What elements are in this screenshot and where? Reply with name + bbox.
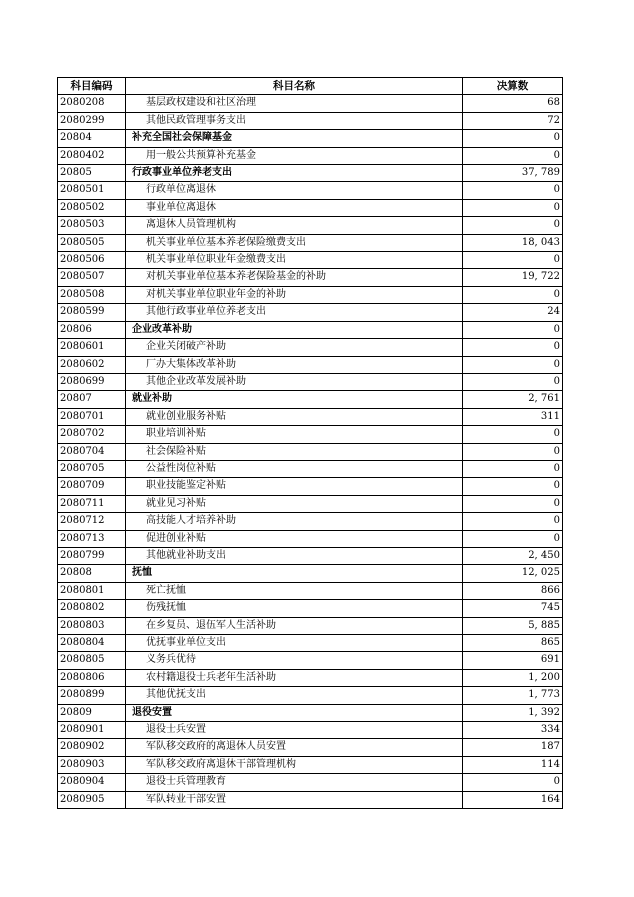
name-cell: 离退休人员管理机构 xyxy=(126,217,463,234)
name-cell: 公益性岗位补贴 xyxy=(126,460,463,477)
table-row xyxy=(58,460,563,477)
name-cell: 对机关事业单位职业年金的补助 xyxy=(126,286,463,303)
table-row xyxy=(58,182,563,199)
table-row xyxy=(58,321,563,338)
table-row xyxy=(58,513,563,530)
name-cell: 职业技能鉴定补贴 xyxy=(126,478,463,495)
amount-cell: 866 xyxy=(463,582,563,599)
code-cell: 2080712 xyxy=(58,513,126,530)
code-cell: 20809 xyxy=(58,704,126,721)
amount-cell: 1, 392 xyxy=(463,704,563,721)
table-row xyxy=(58,408,563,425)
name-cell: 退役安置 xyxy=(126,704,463,721)
code-cell: 2080905 xyxy=(58,791,126,808)
amount-cell: 0 xyxy=(463,182,563,199)
table-row xyxy=(58,304,563,321)
code-cell: 2080699 xyxy=(58,373,126,390)
name-cell: 就业补助 xyxy=(126,391,463,408)
amount-cell: 12, 025 xyxy=(463,565,563,582)
code-cell: 2080803 xyxy=(58,617,126,634)
header-amount: 决算数 xyxy=(463,78,563,95)
table-row xyxy=(58,652,563,669)
amount-cell: 0 xyxy=(463,199,563,216)
amount-cell: 0 xyxy=(463,339,563,356)
name-cell: 社会保险补贴 xyxy=(126,443,463,460)
code-cell: 2080902 xyxy=(58,739,126,756)
name-cell: 企业关闭破产补助 xyxy=(126,339,463,356)
code-cell: 2080713 xyxy=(58,530,126,547)
table-row xyxy=(58,478,563,495)
amount-cell: 0 xyxy=(463,513,563,530)
code-cell: 2080801 xyxy=(58,582,126,599)
name-cell: 行政单位离退休 xyxy=(126,182,463,199)
amount-cell: 1, 200 xyxy=(463,669,563,686)
table-row xyxy=(58,199,563,216)
amount-cell: 0 xyxy=(463,252,563,269)
name-cell: 机关事业单位基本养老保险缴费支出 xyxy=(126,234,463,251)
name-cell: 农村籍退役士兵老年生活补助 xyxy=(126,669,463,686)
amount-cell: 37, 789 xyxy=(463,165,563,182)
table-header xyxy=(58,78,563,95)
code-cell: 20806 xyxy=(58,321,126,338)
name-cell: 退役士兵管理教育 xyxy=(126,774,463,791)
table-row xyxy=(58,165,563,182)
amount-cell: 0 xyxy=(463,460,563,477)
amount-cell: 0 xyxy=(463,373,563,390)
table-row xyxy=(58,252,563,269)
header-code: 科目编码 xyxy=(58,78,126,95)
amount-cell: 2, 450 xyxy=(463,547,563,564)
name-cell: 高技能人才培养补助 xyxy=(126,513,463,530)
code-cell: 20805 xyxy=(58,165,126,182)
code-cell: 2080602 xyxy=(58,356,126,373)
code-cell: 2080506 xyxy=(58,252,126,269)
code-cell: 2080507 xyxy=(58,269,126,286)
table-row xyxy=(58,722,563,739)
table-row xyxy=(58,495,563,512)
amount-cell: 187 xyxy=(463,739,563,756)
amount-cell: 0 xyxy=(463,217,563,234)
amount-cell: 0 xyxy=(463,443,563,460)
amount-cell: 0 xyxy=(463,147,563,164)
table-row xyxy=(58,582,563,599)
table-row xyxy=(58,774,563,791)
name-cell: 其他优抚支出 xyxy=(126,687,463,704)
name-cell: 抚恤 xyxy=(126,565,463,582)
table-row xyxy=(58,356,563,373)
code-cell: 2080599 xyxy=(58,304,126,321)
name-cell: 义务兵优待 xyxy=(126,652,463,669)
table-row xyxy=(58,756,563,773)
table-row xyxy=(58,669,563,686)
table-row xyxy=(58,373,563,390)
table-row xyxy=(58,286,563,303)
code-cell: 2080805 xyxy=(58,652,126,669)
amount-cell: 0 xyxy=(463,321,563,338)
code-cell: 2080208 xyxy=(58,95,126,112)
code-cell: 2080601 xyxy=(58,339,126,356)
name-cell: 其他行政事业单位养老支出 xyxy=(126,304,463,321)
table-row xyxy=(58,112,563,129)
code-cell: 2080503 xyxy=(58,217,126,234)
table-row xyxy=(58,234,563,251)
table-row xyxy=(58,391,563,408)
name-cell: 军队转业干部安置 xyxy=(126,791,463,808)
code-cell: 2080806 xyxy=(58,669,126,686)
table-row xyxy=(58,95,563,112)
name-cell: 其他就业补助支出 xyxy=(126,547,463,564)
table-row xyxy=(58,791,563,808)
name-cell: 促进创业补贴 xyxy=(126,530,463,547)
amount-cell: 114 xyxy=(463,756,563,773)
amount-cell: 0 xyxy=(463,426,563,443)
code-cell: 2080799 xyxy=(58,547,126,564)
amount-cell: 334 xyxy=(463,722,563,739)
name-cell: 在乡复员、退伍军人生活补助 xyxy=(126,617,463,634)
code-cell: 2080705 xyxy=(58,460,126,477)
amount-cell: 72 xyxy=(463,112,563,129)
table-row xyxy=(58,426,563,443)
amount-cell: 0 xyxy=(463,530,563,547)
name-cell: 补充全国社会保障基金 xyxy=(126,130,463,147)
table-row xyxy=(58,600,563,617)
amount-cell: 0 xyxy=(463,774,563,791)
name-cell: 事业单位离退休 xyxy=(126,199,463,216)
amount-cell: 0 xyxy=(463,495,563,512)
code-cell: 2080709 xyxy=(58,478,126,495)
code-cell: 2080702 xyxy=(58,426,126,443)
code-cell: 2080904 xyxy=(58,774,126,791)
code-cell: 2080505 xyxy=(58,234,126,251)
amount-cell: 745 xyxy=(463,600,563,617)
table-row xyxy=(58,617,563,634)
amount-cell: 0 xyxy=(463,478,563,495)
table-row xyxy=(58,443,563,460)
table-row xyxy=(58,269,563,286)
header-name: 科目名称 xyxy=(126,78,463,95)
name-cell: 军队移交政府的离退休人员安置 xyxy=(126,739,463,756)
table-row xyxy=(58,130,563,147)
budget-table xyxy=(57,77,563,809)
code-cell: 2080711 xyxy=(58,495,126,512)
code-cell: 2080501 xyxy=(58,182,126,199)
amount-cell: 18, 043 xyxy=(463,234,563,251)
amount-cell: 0 xyxy=(463,356,563,373)
code-cell: 2080704 xyxy=(58,443,126,460)
table-body xyxy=(58,95,563,809)
code-cell: 2080299 xyxy=(58,112,126,129)
code-cell: 20807 xyxy=(58,391,126,408)
name-cell: 退役士兵安置 xyxy=(126,722,463,739)
code-cell: 2080901 xyxy=(58,722,126,739)
amount-cell: 691 xyxy=(463,652,563,669)
name-cell: 就业创业服务补贴 xyxy=(126,408,463,425)
code-cell: 2080804 xyxy=(58,635,126,652)
table-row xyxy=(58,687,563,704)
amount-cell: 865 xyxy=(463,635,563,652)
amount-cell: 164 xyxy=(463,791,563,808)
name-cell: 机关事业单位职业年金缴费支出 xyxy=(126,252,463,269)
table-row xyxy=(58,547,563,564)
table-row xyxy=(58,704,563,721)
name-cell: 职业培训补贴 xyxy=(126,426,463,443)
code-cell: 2080802 xyxy=(58,600,126,617)
amount-cell: 311 xyxy=(463,408,563,425)
name-cell: 死亡抚恤 xyxy=(126,582,463,599)
code-cell: 2080903 xyxy=(58,756,126,773)
name-cell: 基层政权建设和社区治理 xyxy=(126,95,463,112)
name-cell: 用一般公共预算补充基金 xyxy=(126,147,463,164)
table-row xyxy=(58,339,563,356)
name-cell: 厂办大集体改革补助 xyxy=(126,356,463,373)
amount-cell: 0 xyxy=(463,286,563,303)
table-row xyxy=(58,635,563,652)
code-cell: 2080502 xyxy=(58,199,126,216)
table-row xyxy=(58,739,563,756)
name-cell: 就业见习补贴 xyxy=(126,495,463,512)
name-cell: 其他民政管理事务支出 xyxy=(126,112,463,129)
code-cell: 2080508 xyxy=(58,286,126,303)
name-cell: 军队移交政府离退休干部管理机构 xyxy=(126,756,463,773)
table-row xyxy=(58,217,563,234)
amount-cell: 19, 722 xyxy=(463,269,563,286)
amount-cell: 68 xyxy=(463,95,563,112)
name-cell: 其他企业改革发展补助 xyxy=(126,373,463,390)
amount-cell: 2, 761 xyxy=(463,391,563,408)
table-row xyxy=(58,530,563,547)
code-cell: 2080701 xyxy=(58,408,126,425)
code-cell: 2080402 xyxy=(58,147,126,164)
table-row xyxy=(58,565,563,582)
table-row xyxy=(58,147,563,164)
name-cell: 企业改革补助 xyxy=(126,321,463,338)
name-cell: 行政事业单位养老支出 xyxy=(126,165,463,182)
name-cell: 优抚事业单位支出 xyxy=(126,635,463,652)
amount-cell: 1, 773 xyxy=(463,687,563,704)
amount-cell: 5, 885 xyxy=(463,617,563,634)
code-cell: 20808 xyxy=(58,565,126,582)
code-cell: 20804 xyxy=(58,130,126,147)
amount-cell: 0 xyxy=(463,130,563,147)
header-row xyxy=(58,78,563,95)
name-cell: 对机关事业单位基本养老保险基金的补助 xyxy=(126,269,463,286)
amount-cell: 24 xyxy=(463,304,563,321)
name-cell: 伤残抚恤 xyxy=(126,600,463,617)
code-cell: 2080899 xyxy=(58,687,126,704)
